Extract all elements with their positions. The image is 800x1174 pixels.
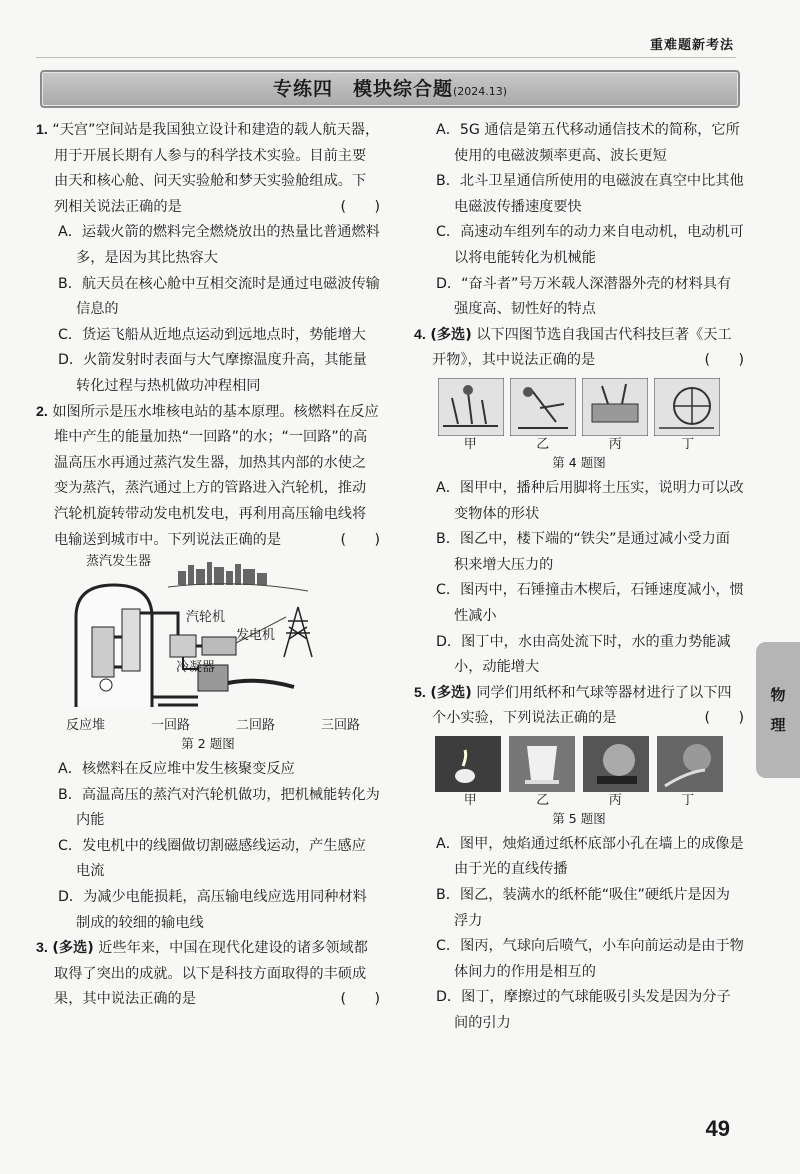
- figure-caption: 第 5 题图: [552, 810, 606, 826]
- answer-bracket: ( ): [340, 531, 380, 548]
- label-loop-1: 一回路: [150, 718, 190, 734]
- question-stem: “天宫”空间站是我国独立设计和建造的载人航天器，用于开展长期有人参与的科学技术实验。目前主要由天和核心舱、问天实验舱和梦天实验舱组成。下列相关说法正确的是: [52, 122, 380, 215]
- answer-bracket: ( ): [704, 352, 744, 369]
- running-header: 重难题新考法: [649, 38, 734, 53]
- option-c: C．图丙，气球向后喷气，小车向前运动是由于物体间力的作用是相互的: [436, 938, 744, 980]
- label-turbine: 汽轮机: [186, 610, 226, 626]
- photo-ding: [657, 736, 723, 792]
- question-number: 4.: [414, 326, 426, 343]
- nuclear-plant-diagram: [36, 554, 380, 753]
- option-b: B．图乙，装满水的纸杯能“吸住”硬纸片是因为浮力: [436, 887, 730, 929]
- woodcut-yi: [510, 378, 576, 436]
- section-date: (2024.13): [452, 85, 508, 98]
- section-title: 专练四 模块综合题: [272, 78, 453, 100]
- question-3: [36, 936, 380, 1013]
- figure-labels: [414, 792, 744, 810]
- photo-bing: [583, 736, 649, 792]
- label-bing: 丙: [608, 792, 622, 808]
- third-loop-pipe: [228, 681, 294, 687]
- experiment-photos: [414, 736, 744, 828]
- option-b: B．北斗卫星通信所使用的电磁波在真空中比其他电磁波传播速度要快: [436, 173, 744, 215]
- option-a: A．5G 通信是第五代移动通信技术的简称，它所使用的电磁波频率更高、波长更短: [436, 122, 740, 164]
- multi-select-tag: (多选): [52, 940, 94, 957]
- option-a: A．运载火箭的燃料完全燃烧放出的热量比普通燃料多，是因为其比热容大: [58, 224, 380, 266]
- label-generator: 发电机: [236, 628, 276, 644]
- reactor-vessel: [92, 627, 114, 677]
- option-d: D．图丁中，水由高处流下时，水的重力势能减小，动能增大: [436, 633, 731, 676]
- subject-char-1: 物: [770, 686, 786, 704]
- option-d: D．为减少电能损耗，高压输电线应选用同种材料制成的较细的输电线: [58, 889, 367, 931]
- photo-yi: [509, 736, 575, 792]
- multi-select-tag: (多选): [430, 326, 472, 343]
- figure-caption: 第 2 题图: [181, 736, 235, 752]
- question-stem: 如图所示是压水堆核电站的基本原理。核燃料在反应堆中产生的能量加热“一回路”的水；“一回路”的高温高压水再通过蒸汽发生器，加热其内部的水使之变为蒸汽，蒸汽通过上方的管路进入汽轮机，推动汽轮机旋转带动发电机发电，再利用高压输电线将电输送到城市中。下列说法正确的是: [52, 403, 379, 548]
- option-d: D．火箭发射时表面与大气摩擦温度升高，其能量转化过程与热机做功冲程相同: [58, 352, 367, 394]
- generator: [202, 637, 236, 655]
- label-bing: 丙: [608, 436, 622, 452]
- option-c: C．图丙中，石锤撞击木楔后，石锤速度减小，惯性减小: [436, 582, 744, 624]
- figure-labels: [414, 436, 744, 454]
- woodcut-bing: [582, 378, 648, 436]
- answer-bracket: ( ): [704, 710, 744, 727]
- question-stem: 同学们用纸杯和气球等器材进行了以下四个小实验，下列说法正确的是: [432, 684, 732, 727]
- section-banner: [40, 70, 740, 108]
- question-4: [414, 323, 744, 374]
- question-stem: 近些年来，中国在现代化建设的诸多领域都取得了突出的成就。以下是科技方面取得的丰硕成果，其中说法正确的是: [54, 940, 368, 1008]
- woodcut-jia: [438, 378, 504, 436]
- figure-caption: 第 4 题图: [552, 454, 606, 470]
- option-b: B．高温高压的蒸汽对汽轮机做功，把机械能转化为内能: [58, 786, 380, 829]
- city-skyline: [178, 562, 267, 585]
- question-number: 1.: [36, 122, 48, 138]
- right-column: [414, 118, 744, 1037]
- question-2: [36, 400, 380, 554]
- multi-select-tag: (多选): [430, 684, 472, 701]
- label-steam-generator: 蒸汽发生器: [86, 554, 152, 570]
- left-column: [36, 118, 380, 1013]
- option-c: C．发电机中的线圈做切割磁感线运动，产生感应电流: [58, 837, 366, 880]
- question-number: 5.: [414, 684, 426, 701]
- label-loop-3: 三回路: [320, 718, 360, 734]
- turbine: [170, 635, 196, 657]
- header-rule: [36, 57, 736, 58]
- photo-jia: [435, 736, 501, 792]
- label-yi: 乙: [536, 792, 550, 808]
- label-reactor: 反应堆: [66, 718, 106, 734]
- option-a: A．核燃料在反应堆中发生核聚变反应: [58, 761, 295, 778]
- subject-char-2: 理: [770, 716, 786, 734]
- label-jia: 甲: [463, 436, 477, 452]
- label-jia: 甲: [463, 792, 477, 808]
- question-1: [36, 118, 380, 220]
- subject-tab: [756, 642, 800, 778]
- question-stem: 以下四图节选自我国古代科技巨著《天工开物》，其中说法正确的是: [432, 326, 732, 369]
- tiangong-kaiwu-figure: [414, 378, 744, 472]
- option-b: B．航天员在核心舱中互相交流时是通过电磁波传输信息的: [58, 275, 380, 318]
- option-c: C．货运飞船从近地点运动到远地点时，势能增大: [58, 326, 366, 343]
- woodcut-ding: [654, 378, 720, 436]
- option-c: C．高速动车组列车的动力来自电动机，电动机可以将电能转化为机械能: [436, 224, 744, 266]
- option-d: D．“奋斗者”号万米载人深潜器外壳的材料具有强度高、韧性好的特点: [436, 275, 732, 318]
- question-5: [414, 681, 744, 732]
- option-a: A．图甲，烛焰通过纸杯底部小孔在墙上的成像是由于光的直线传播: [436, 835, 744, 878]
- option-d: D．图丁，摩擦过的气球能吸引头发是因为分子间的引力: [436, 989, 731, 1032]
- option-a: A．图甲中，播种后用脚将土压实，说明力可以改变物体的形状: [436, 479, 744, 522]
- steam-generator: [122, 609, 140, 671]
- label-condenser: 冷凝器: [176, 660, 216, 676]
- answer-bracket: ( ): [340, 198, 380, 215]
- label-ding: 丁: [681, 436, 695, 452]
- transmission-tower: [284, 607, 312, 657]
- page-number: 49: [705, 1116, 730, 1141]
- label-loop-2: 二回路: [235, 718, 275, 734]
- question-number: 2.: [36, 403, 48, 420]
- label-ding: 丁: [681, 792, 695, 808]
- question-number: 3.: [36, 940, 48, 957]
- label-yi: 乙: [536, 436, 550, 452]
- answer-bracket: ( ): [340, 991, 380, 1008]
- option-b: B．图乙中，楼下端的“铁尖”是通过减小受力面积来增大压力的: [436, 531, 730, 573]
- loop-labels: [36, 717, 380, 735]
